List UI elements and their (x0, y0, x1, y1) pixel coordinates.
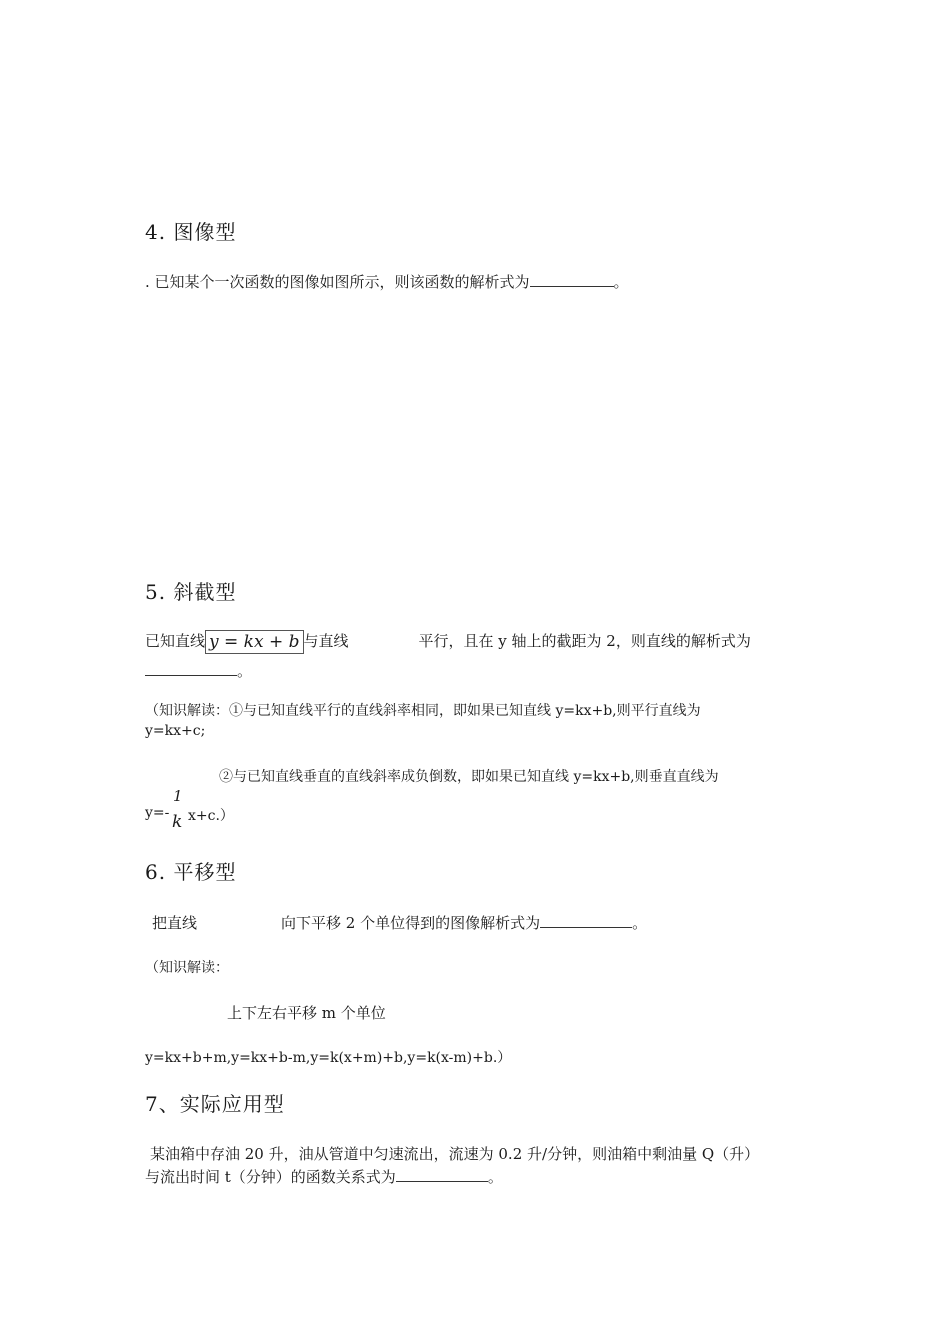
fraction-denominator: k (172, 812, 183, 832)
section-6-heading: 6. 平移型 (145, 860, 237, 884)
answer-blank[interactable] (530, 272, 614, 287)
section-7-question-line2 (145, 1166, 503, 1187)
section-5-question-line1 (145, 630, 751, 654)
question-text-part2: 与直线 (303, 632, 349, 650)
section-7-question-line1: 某油箱中存油 20 升，油从管道中匀速流出，流速为 0.2 升/分钟，则油箱中剩油量 Q（升） (150, 1145, 760, 1163)
question-text: 与流出时间 t（分钟）的函数关系式为 (145, 1168, 396, 1186)
section-5-heading: 5. 斜截型 (145, 580, 237, 604)
answer-blank[interactable] (396, 1167, 488, 1182)
question-text-part1: 把直线 (152, 914, 198, 932)
section-4-question (145, 271, 629, 292)
section-6-note-rule: 上下左右平移 m 个单位 (227, 1004, 386, 1022)
answer-blank[interactable] (145, 661, 237, 676)
question-text-part3: 平行，且在 y 轴上的截距为 2，则直线的解析式为 (418, 632, 751, 650)
question-end-mark: 。 (613, 273, 629, 291)
question-end-mark: 。 (632, 914, 648, 932)
section-5-note-line2: y=kx+c; (145, 723, 206, 739)
note-tail: x+c.） (188, 808, 234, 824)
section-5-note-line1: （知识解读：①与已知直线平行的直线斜率相同，即如果已知直线 y=kx+b,则平行直线为 (145, 703, 701, 719)
formula-kx-plus-b: y = kx + b (205, 630, 303, 654)
section-4-heading: 4. 图像型 (145, 220, 237, 244)
question-text-part1: 已知直线 (145, 632, 206, 650)
question-end-mark: 。 (487, 1168, 503, 1186)
section-7-heading: 7、实际应用型 (145, 1092, 285, 1116)
fraction-numerator: 1 (173, 787, 183, 805)
section-6-note-open: （知识解读： (145, 960, 229, 976)
section-5-question-line2 (145, 660, 252, 681)
question-text-part2: 向下平移 2 个单位得到的图像解析式为 (281, 914, 541, 932)
section-5-note-line3: ②与已知直线垂直的直线斜率成负倒数，即如果已知直线 y=kx+b,则垂直直线为 (219, 769, 719, 785)
section-6-note-formulas: y=kx+b+m,y=kx+b-m,y=k(x+m)+b,y=k(x-m)+b.） (145, 1050, 512, 1066)
section-6-question (152, 912, 647, 933)
question-end-mark: 。 (237, 662, 253, 680)
section-4-question-text: . 已知某个一次函数的图像如图所示，则该函数的解析式为 (145, 273, 530, 291)
answer-blank[interactable] (540, 913, 632, 928)
note-y-prefix: y=- (145, 805, 170, 821)
